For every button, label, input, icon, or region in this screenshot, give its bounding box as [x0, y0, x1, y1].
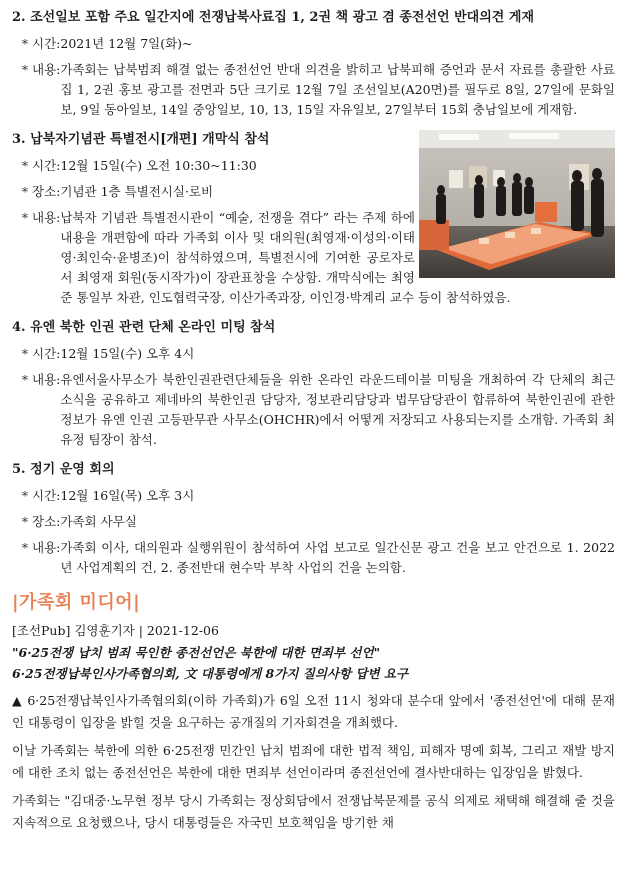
time-label: 시간:	[32, 158, 61, 173]
star-bullet-icon: *	[21, 346, 29, 361]
section-3	[10, 130, 615, 308]
star-bullet-icon: *	[21, 210, 29, 225]
content-value: 납북자 기념관 특별전시관이 “예술, 전쟁을 겪다” 라는 주제 하에 내용을 개편함에 따라 가족회 이사 및 대의원(최영재·이성의·이태영·최인숙·윤병조)이 참석하였으며, 특별전시에 기여한 공로자로서 최영재 회원(동시작가)이 장관표창을 수상함. 개막식에는 최영준 통일부 차관, 인도협력국장, 이산가족과장, 이인경·박계리 교수 등이 참석하였음.	[60, 210, 511, 305]
article-paragraph-2: 이날 가족회는 북한에 의한 6·25전쟁 민간인 납치 범죄에 대한 법적 책임, 피해자 명예 회복, 그리고 재발 방지에 대한 조치 없는 종전선언은 북한에 대한 면죄부 선언이라며 종전선언에 결사반대하는 입장임을 밝혔다.	[12, 743, 615, 780]
article-subheadline: 6·25전쟁납북인사가족협의회, 文 대통령에게 8가지 질의사항 답변 요구	[12, 666, 409, 681]
time-label: 시간:	[32, 36, 61, 51]
time-label: 시간:	[32, 488, 61, 503]
content-value: 가족회 이사, 대의원과 실행위원이 참석하여 사업 보고로 일간신문 광고 건을 보고 안건으로 1. 2022년 사업계획의 건, 2. 종전반대 현수막 부착 사업의 건을 논의함.	[60, 540, 615, 575]
time-value: 12월 15일(수) 오전 10:30~11:30	[60, 158, 257, 173]
section-5-title: 5. 정기 운영 회의	[12, 462, 115, 477]
section-3-time	[10, 156, 388, 176]
place-value: 기념관 1층 특별전시실·로비	[60, 184, 214, 199]
section-2-time	[10, 34, 615, 54]
section-3-place	[10, 182, 388, 202]
section-5-content	[10, 538, 615, 578]
place-label: 장소:	[32, 184, 61, 199]
star-bullet-icon: *	[21, 540, 29, 555]
star-bullet-icon: *	[21, 36, 29, 51]
article-byline: [조선Pub] 김영훈기자 | 2021-12-06	[12, 623, 219, 638]
section-3-title: 3. 납북자기념관 특별전시[개편] 개막식 참석	[12, 132, 270, 147]
star-bullet-icon: *	[21, 488, 29, 503]
article-paragraph-1: ▲ 6·25전쟁납북인사가족협의회(이하 가족회)가 6일 오전 11시 청와대 분수대 앞에서 '종전선언'에 대해 문재인 대통령이 입장을 밝힐 것을 요구하는 공개질의 기자회견을 개최했다.	[12, 693, 615, 730]
time-value: 12월 16일(목) 오후 3시	[60, 488, 195, 503]
article-headline: "6·25전쟁 납치 범죄 묵인한 종전선언은 북한에 대한 면죄부 선언"	[12, 645, 381, 660]
content-label: 내용:	[32, 62, 61, 77]
star-bullet-icon: *	[21, 372, 29, 387]
section-4-title: 4. 유엔 북한 인권 관련 단체 온라인 미팅 참석	[12, 320, 276, 335]
exhibition-photo	[419, 130, 615, 278]
content-label: 내용:	[32, 540, 61, 555]
content-label: 내용:	[32, 372, 61, 387]
place-label: 장소:	[32, 514, 61, 529]
exhibition-photo-graphic	[419, 130, 615, 278]
section-2-content	[10, 60, 615, 120]
section-4-time	[10, 344, 615, 364]
star-bullet-icon: *	[21, 514, 29, 529]
section-4-content	[10, 370, 615, 450]
star-bullet-icon: *	[21, 158, 29, 173]
star-bullet-icon: *	[21, 184, 29, 199]
time-label: 시간:	[32, 346, 61, 361]
content-label: 내용:	[32, 210, 61, 225]
star-bullet-icon: *	[21, 62, 29, 77]
article-paragraph-3: 가족회는 "김대중·노무현 정부 당시 가족회는 정상회담에서 전쟁납북문제를 공식 의제로 채택해 해결해 줄 것을 지속적으로 요청했으나, 당시 대통령들은 자국민 보호책임을 방기한 채	[12, 793, 615, 830]
media-section-heading: |가족회 미디어|	[12, 592, 141, 613]
section-2-title: 2. 조선일보 포함 주요 일간지에 전쟁납북사료집 1, 2권 책 광고 겸 종전선언 반대의견 게재	[12, 10, 534, 25]
time-value: 12월 15일(수) 오후 4시	[60, 346, 195, 361]
time-value: 2021년 12월 7일(화)~	[60, 36, 193, 51]
place-value: 가족회 사무실	[60, 514, 137, 529]
section-5-time	[10, 486, 615, 506]
content-value: 가족회는 납북범죄 해결 없는 종전선언 반대 의견을 밝히고 납북피해 증언과 문서 자료를 총괄한 사료집 1, 2권 홍보 광고를 전면과 5단 크기로 12월 7일 조선일보(A20면)를 필두로 8일, 27일에 문화일보, 9일 동아일보, 14일 중앙일보, 10, 13, 15일 자유일보, 27일부터 15회 충남일보에 게재함.	[60, 62, 615, 117]
section-5-place	[10, 512, 615, 532]
content-value: 유엔서울사무소가 북한인권관련단체들을 위한 온라인 라운드테이블 미팅을 개최하여 각 단체의 최근 소식을 공유하고 제네바의 북한인권 담당자, 정보관리담당과 법무담당관이 합류하여 북한인권에 관한 정보가 유엔 인권 고등판무관 사무소(OHCHR)에서 어떻게 저장되고 사용되는지를 소개함. 가족회 최유정 팀장이 참석.	[60, 372, 615, 447]
